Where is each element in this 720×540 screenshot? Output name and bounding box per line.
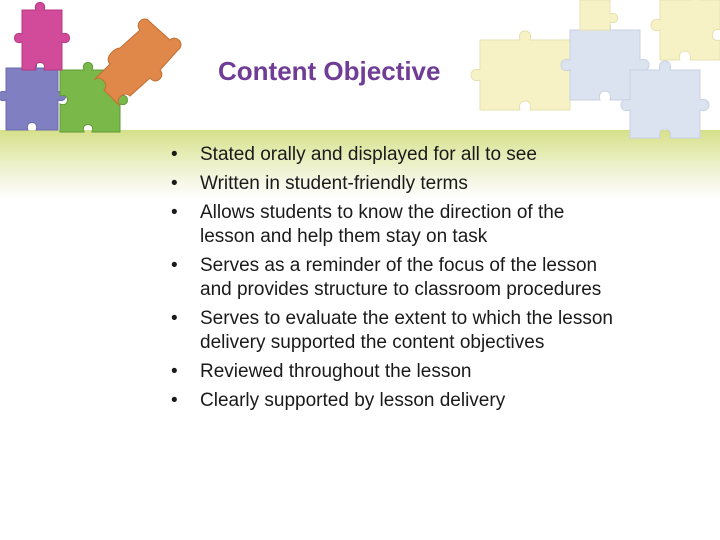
bullet-icon: • (171, 255, 178, 276)
bullet-icon: • (171, 308, 178, 329)
bullet-icon: • (171, 144, 178, 165)
bullet-icon: • (171, 361, 178, 382)
list-item (168, 254, 618, 302)
list-item-text: Clearly supported by lesson delivery (200, 390, 506, 411)
bullet-icon: • (171, 173, 178, 194)
list-item-text: Serves to evaluate the extent to which the lesson delivery supported the content objectives (200, 308, 613, 353)
list-item (168, 201, 618, 249)
list-item-text: Stated orally and displayed for all to see (200, 144, 537, 165)
list-item-text: Written in student-friendly terms (200, 173, 468, 194)
slide-title: Content Objective (218, 56, 441, 86)
bullet-icon: • (171, 202, 178, 223)
bullet-list (168, 143, 618, 418)
list-item-text: Serves as a reminder of the focus of the lesson and provides structure to classroom procedures (200, 255, 602, 300)
list-item (168, 172, 618, 196)
list-item-text: Allows students to know the direction of the lesson and help them stay on task (200, 202, 565, 247)
list-item (168, 389, 618, 413)
bullet-icon: • (171, 390, 178, 411)
list-item-text: Reviewed throughout the lesson (200, 361, 472, 382)
puzzle-pieces-left-icon (0, 0, 210, 140)
list-item (168, 307, 618, 355)
list-item (168, 143, 618, 167)
puzzle-pieces-right-icon (450, 0, 720, 140)
list-item (168, 360, 618, 384)
